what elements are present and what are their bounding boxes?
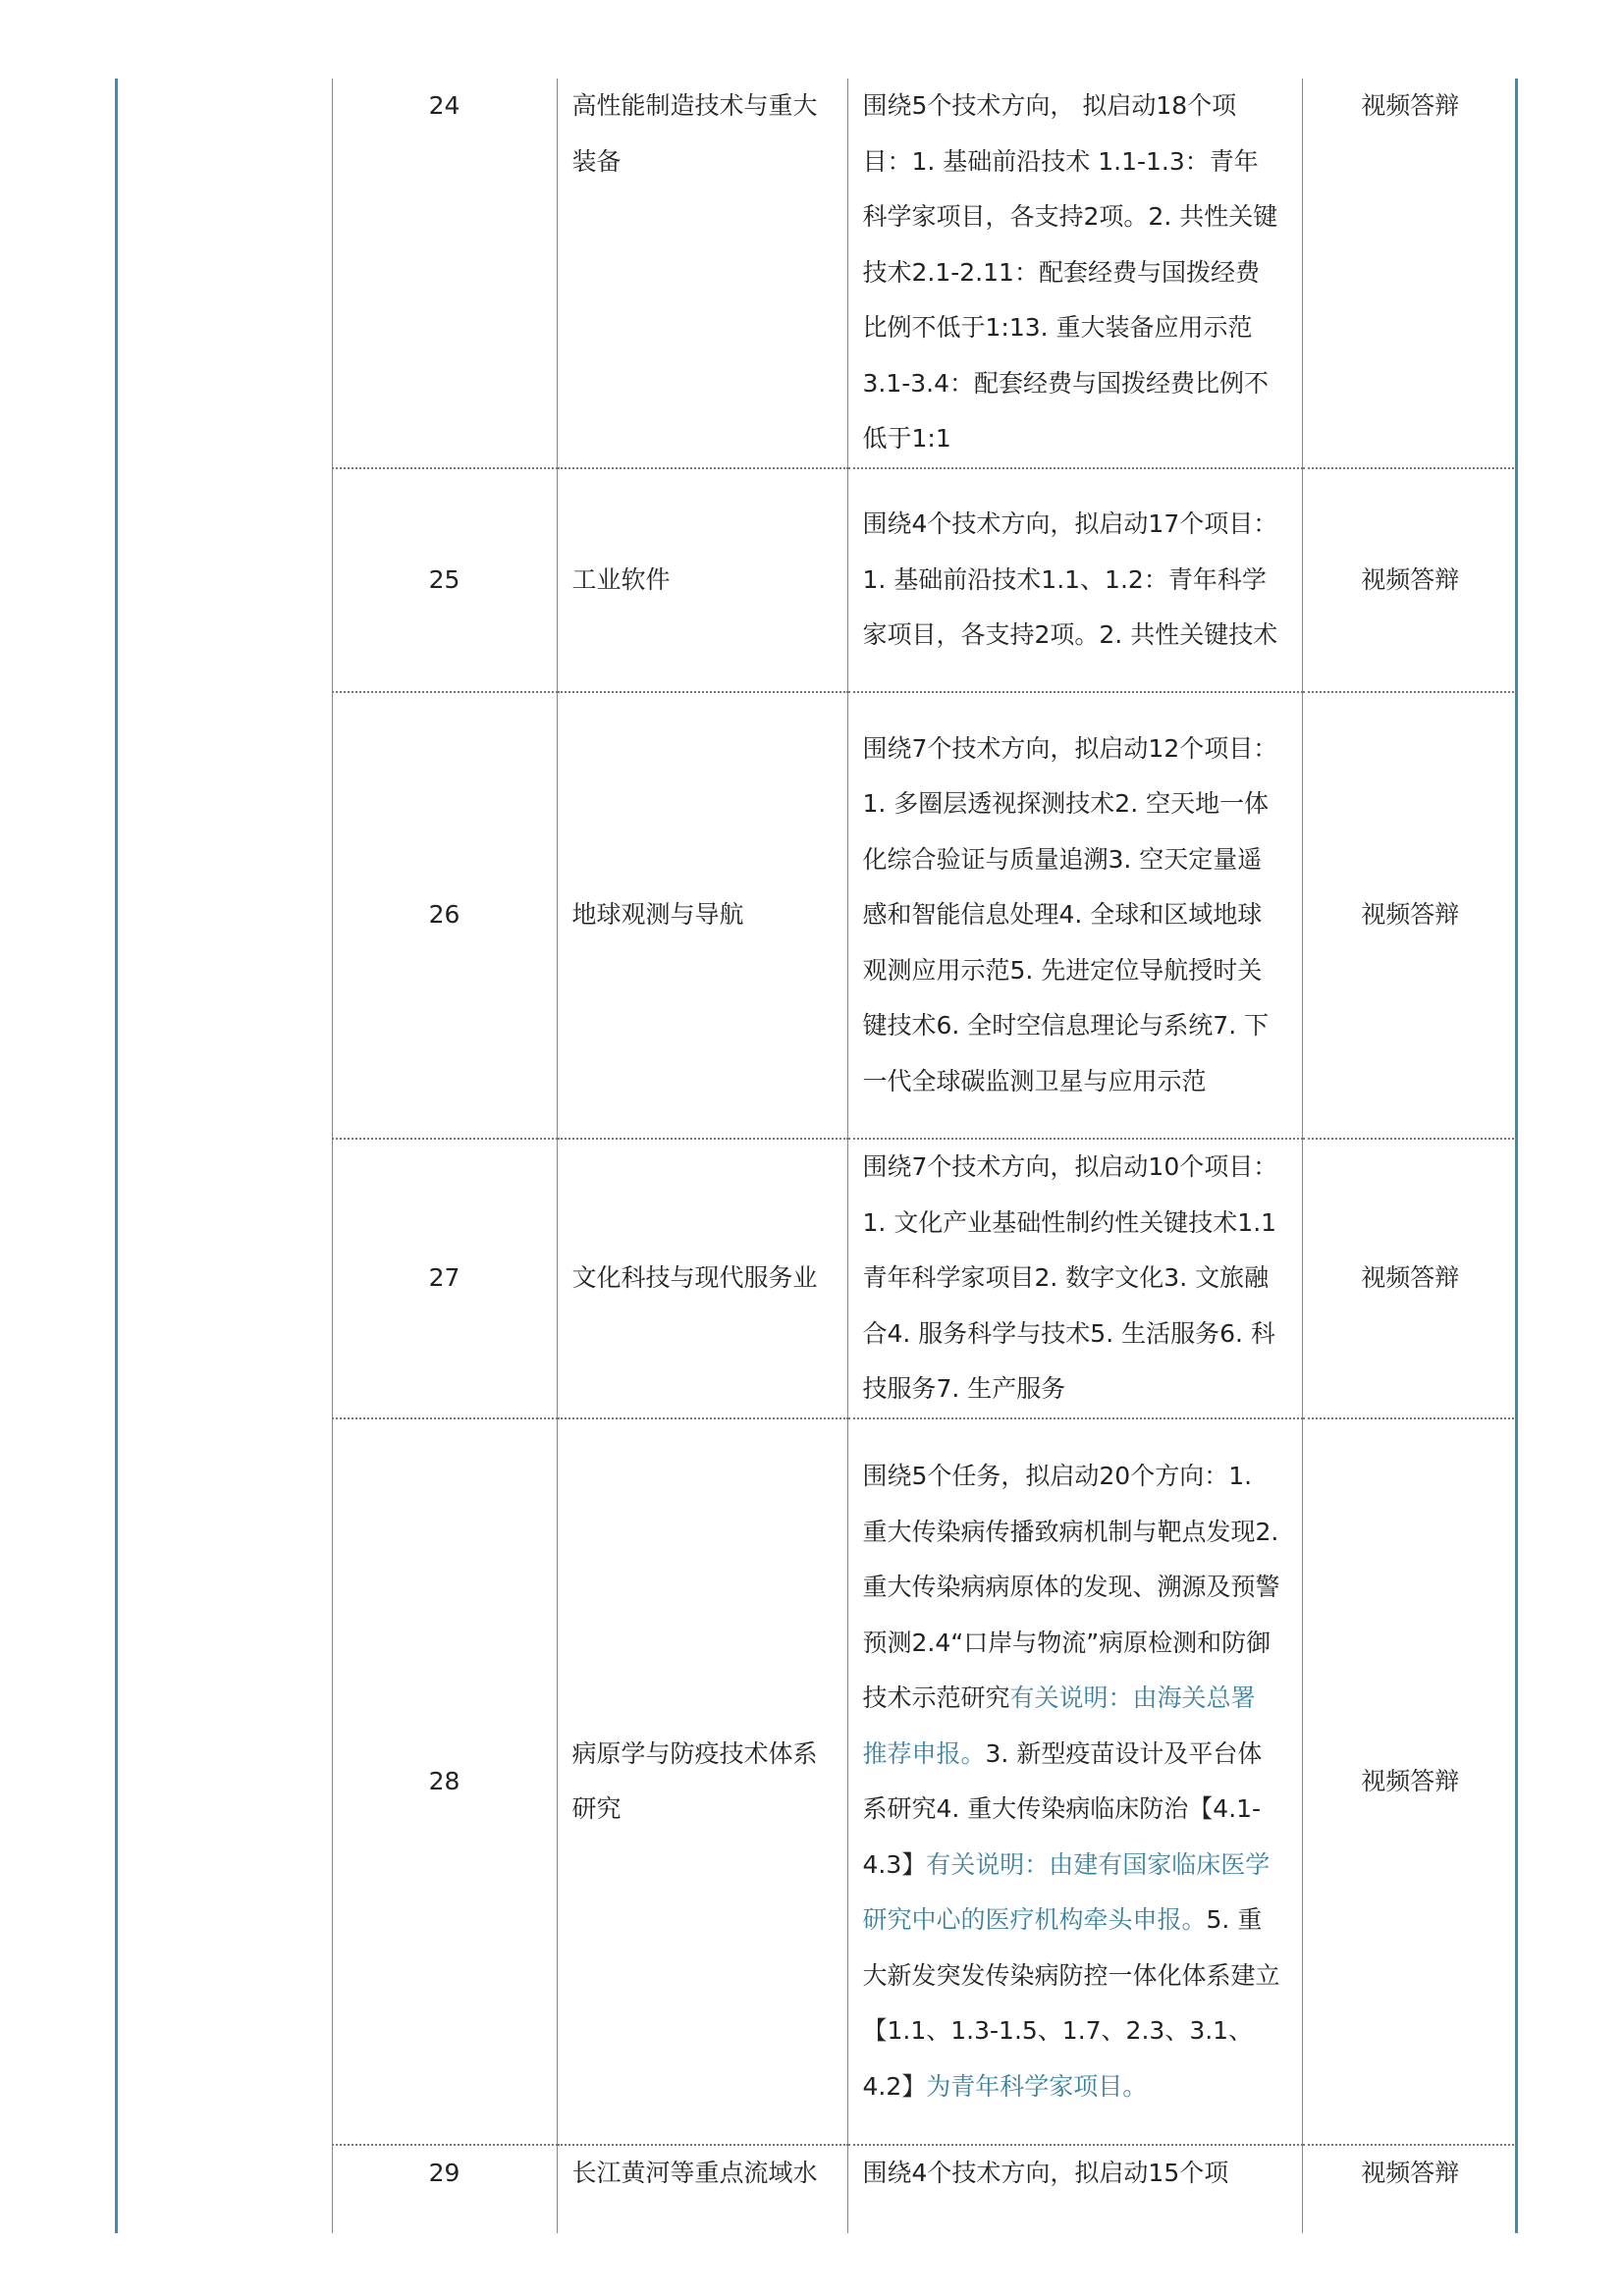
table-row xyxy=(0,2145,1518,2233)
project-name xyxy=(557,1139,847,1418)
project-name-text: 工业软件 xyxy=(571,564,671,594)
project-name-text: 地球观测与导航 xyxy=(571,900,744,930)
row-number: 24 xyxy=(332,79,557,468)
description-text: 3. 新型疫苗设计及平台体系研究4. 重大传染病临床防治【4.1-4.3】 xyxy=(862,1738,1263,1879)
note-text: 有关说明：由海关总署推荐申报。 xyxy=(862,1683,1256,1768)
review-method: 视频答辩 xyxy=(1302,692,1518,1139)
table-row xyxy=(0,1418,1518,2145)
description-text: 围绕7个技术方向，拟启动10个项目：1. 文化产业基础性制约性关键技术1.1青年科学家项目2. 数字文化3. 文旅融合4. 服务科学与技术5. 生活服务6. 科技服务7. 生产服务 xyxy=(862,1152,1278,1404)
project-name xyxy=(557,79,847,468)
table-row xyxy=(0,468,1518,692)
row-number: 25 xyxy=(332,468,557,692)
project-table xyxy=(0,79,1518,2233)
note-text: 有关说明：由建有国家临床医学研究中心的医疗机构牵头申报。 xyxy=(862,1849,1271,1934)
project-description xyxy=(847,1139,1302,1418)
project-name xyxy=(557,468,847,692)
description-text: 围绕4个技术方向，拟启动15个项 xyxy=(862,2159,1229,2187)
row-number: 29 xyxy=(332,2145,557,2233)
project-name-text: 长江黄河等重点流域水 xyxy=(571,2159,818,2187)
row-number: 28 xyxy=(332,1418,557,2145)
table-row xyxy=(0,1139,1518,1418)
description-text: 5. 重大新发突发传染病防控一体化体系建立【1.1、1.3-1.5、1.7、2.3、3.1、4.2】 xyxy=(862,1905,1280,2101)
row-number: 26 xyxy=(332,692,557,1139)
project-description xyxy=(847,1418,1302,2145)
project-description xyxy=(847,2145,1302,2233)
note-text: 为青年科学家项目。 xyxy=(926,2071,1148,2101)
table-row xyxy=(0,692,1518,1139)
review-method: 视频答辩 xyxy=(1361,91,1460,120)
project-name-text: 高性能制造技术与重大装备 xyxy=(571,91,818,176)
project-name-text: 病原学与防疫技术体系研究 xyxy=(571,1738,818,1823)
review-method: 视频答辩 xyxy=(1302,1139,1518,1418)
review-method: 视频答辩 xyxy=(1302,1418,1518,2145)
row-number: 27 xyxy=(332,1139,557,1418)
project-name xyxy=(557,2145,847,2233)
table-row xyxy=(0,79,1518,468)
description-text: 围绕7个技术方向，拟启动12个项目：1. 多圈层透视探测技术2. 空天地一体化综合验证与质量追溯3. 空天定量遥感和智能信息处理4. 全球和区域地球观测应用示范5. 先进定位导航授时关键技术6. 全时空信息理论与系统7. 下一代全球碳监测卫星与应用示范 xyxy=(862,733,1278,1095)
description-text: 围绕4个技术方向，拟启动17个项目：1. 基础前沿技术1.1、1.2：青年科学家项目，各支持2项。2. 共性关键技术 xyxy=(862,509,1278,650)
description-text: 围绕5个技术方向， 拟启动18个项目：1. 基础前沿技术 1.1-1.3：青年科学家项目，各支持2项。2. 共性关键技术2.1-2.11：配套经费与国拨经费比例不低于1:13. 重大装备应用示范3.1-3.4：配套经费与国拨经费比例不低于1:1 xyxy=(862,91,1278,454)
review-method: 视频答辩 xyxy=(1302,2145,1518,2233)
project-description xyxy=(847,692,1302,1139)
project-description xyxy=(847,79,1302,468)
project-description xyxy=(847,468,1302,692)
project-name xyxy=(557,692,847,1139)
review-method: 视频答辩 xyxy=(1302,468,1518,692)
description-text: 围绕5个任务，拟启动20个方向：1. 重大传染病传播致病机制与靶点发现2. 重大传染病病原体的发现、溯源及预警预测2.4“口岸与物流”病原检测和防御技术示范研究 xyxy=(862,1462,1280,1712)
project-name-text: 文化科技与现代服务业 xyxy=(571,1263,818,1293)
project-name xyxy=(557,1418,847,2145)
